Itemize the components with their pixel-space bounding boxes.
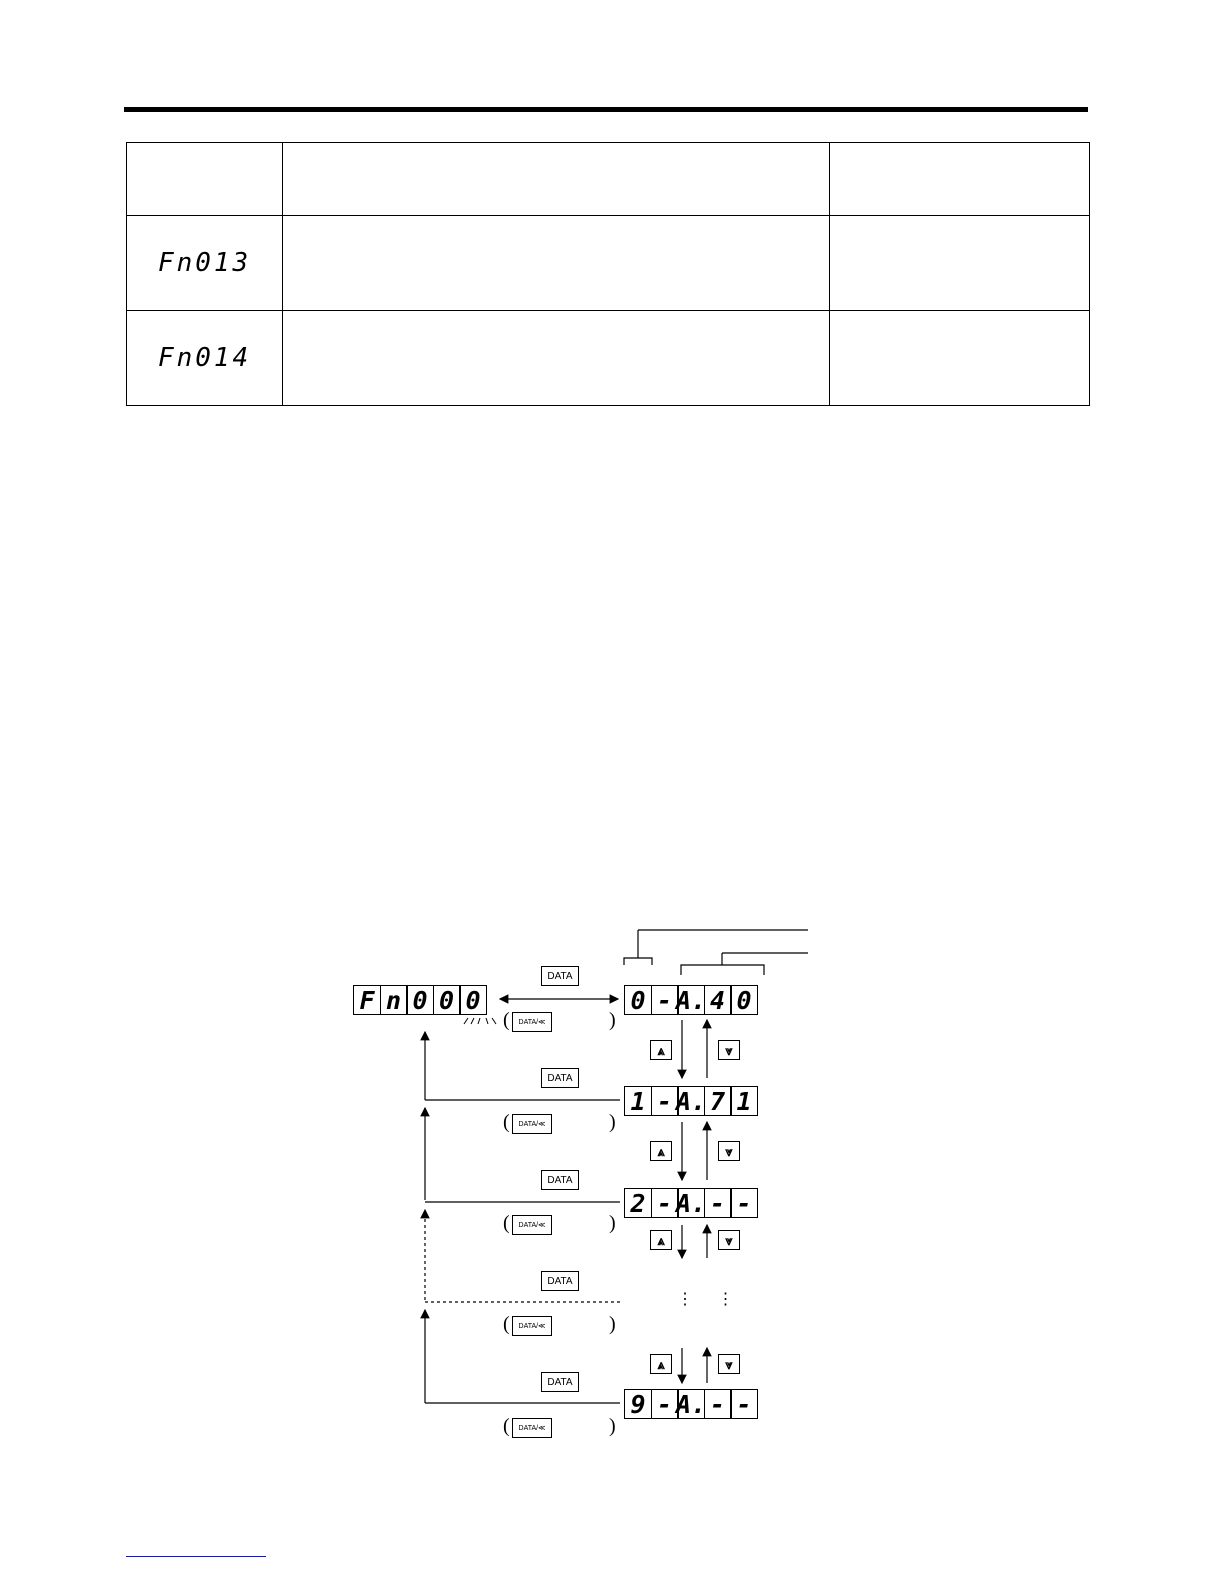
data-shift-key[interactable]: DATA/≪ <box>512 1215 552 1235</box>
fn000-display <box>353 985 486 1015</box>
data-key[interactable]: DATA <box>541 1372 579 1392</box>
paren-close: ) <box>609 1313 616 1335</box>
up-key-icon[interactable]: ⩓ <box>650 1354 672 1374</box>
fn-code: Fn014 <box>157 343 252 373</box>
paren-open: ( <box>503 1009 510 1031</box>
display-digit: 7 <box>704 1086 732 1116</box>
down-key-icon[interactable]: ⩔ <box>718 1040 740 1060</box>
display-digit: A. <box>675 1086 707 1116</box>
display-digit: - <box>651 1188 679 1218</box>
display-digit: n <box>380 985 408 1015</box>
display-digit: A. <box>675 1188 707 1218</box>
display-digit: 0 <box>730 985 758 1015</box>
display-digit: - <box>651 985 679 1015</box>
footer-link-rule <box>126 1556 266 1557</box>
data-shift-key[interactable]: DATA/≪ <box>512 1418 552 1438</box>
display-digit: A. <box>675 1389 707 1419</box>
display-digit: 0 <box>459 985 487 1015</box>
up-key-icon[interactable]: ⩓ <box>650 1230 672 1250</box>
paren-open: ( <box>503 1111 510 1133</box>
display-digit: - <box>730 1188 758 1218</box>
continuation-dots: ⋮ ⋮ <box>677 1291 744 1308</box>
paren-close: ) <box>609 1009 616 1031</box>
paren-open: ( <box>503 1313 510 1335</box>
fn-code: Fn013 <box>157 248 252 278</box>
paren-open: ( <box>503 1415 510 1437</box>
data-key[interactable]: DATA <box>541 1068 579 1088</box>
up-key-icon[interactable]: ⩓ <box>650 1141 672 1161</box>
display-digit: - <box>651 1389 679 1419</box>
data-key[interactable]: DATA <box>541 966 579 986</box>
display-digit: 1 <box>730 1086 758 1116</box>
display-digit: 1 <box>624 1086 652 1116</box>
paren-close: ) <box>609 1415 616 1437</box>
display-digit: F <box>353 985 381 1015</box>
alarm-display-0 <box>624 985 757 1015</box>
down-key-icon[interactable]: ⩔ <box>718 1230 740 1250</box>
display-digit: - <box>651 1086 679 1116</box>
paren-close: ) <box>609 1111 616 1133</box>
up-key-icon[interactable]: ⩓ <box>650 1040 672 1060</box>
data-shift-key[interactable]: DATA/≪ <box>512 1114 552 1134</box>
display-digit: 0 <box>433 985 461 1015</box>
alarm-display-2 <box>624 1188 757 1218</box>
display-digit: 2 <box>624 1188 652 1218</box>
down-key-icon[interactable]: ⩔ <box>718 1354 740 1374</box>
data-shift-key[interactable]: DATA/≪ <box>512 1316 552 1336</box>
data-shift-key[interactable]: DATA/≪ <box>512 1012 552 1032</box>
display-digit: 9 <box>624 1389 652 1419</box>
paren-open: ( <box>503 1212 510 1234</box>
display-digit: - <box>730 1389 758 1419</box>
down-key-icon[interactable]: ⩔ <box>718 1141 740 1161</box>
display-digit: 4 <box>704 985 732 1015</box>
display-digit: A. <box>675 985 707 1015</box>
data-key[interactable]: DATA <box>541 1170 579 1190</box>
display-digit: 0 <box>406 985 434 1015</box>
paren-close: ) <box>609 1212 616 1234</box>
display-digit: - <box>704 1389 732 1419</box>
data-key[interactable]: DATA <box>541 1271 579 1291</box>
alarm-display-9 <box>624 1389 757 1419</box>
display-digit: - <box>704 1188 732 1218</box>
display-digit: 0 <box>624 985 652 1015</box>
alarm-display-1 <box>624 1086 757 1116</box>
